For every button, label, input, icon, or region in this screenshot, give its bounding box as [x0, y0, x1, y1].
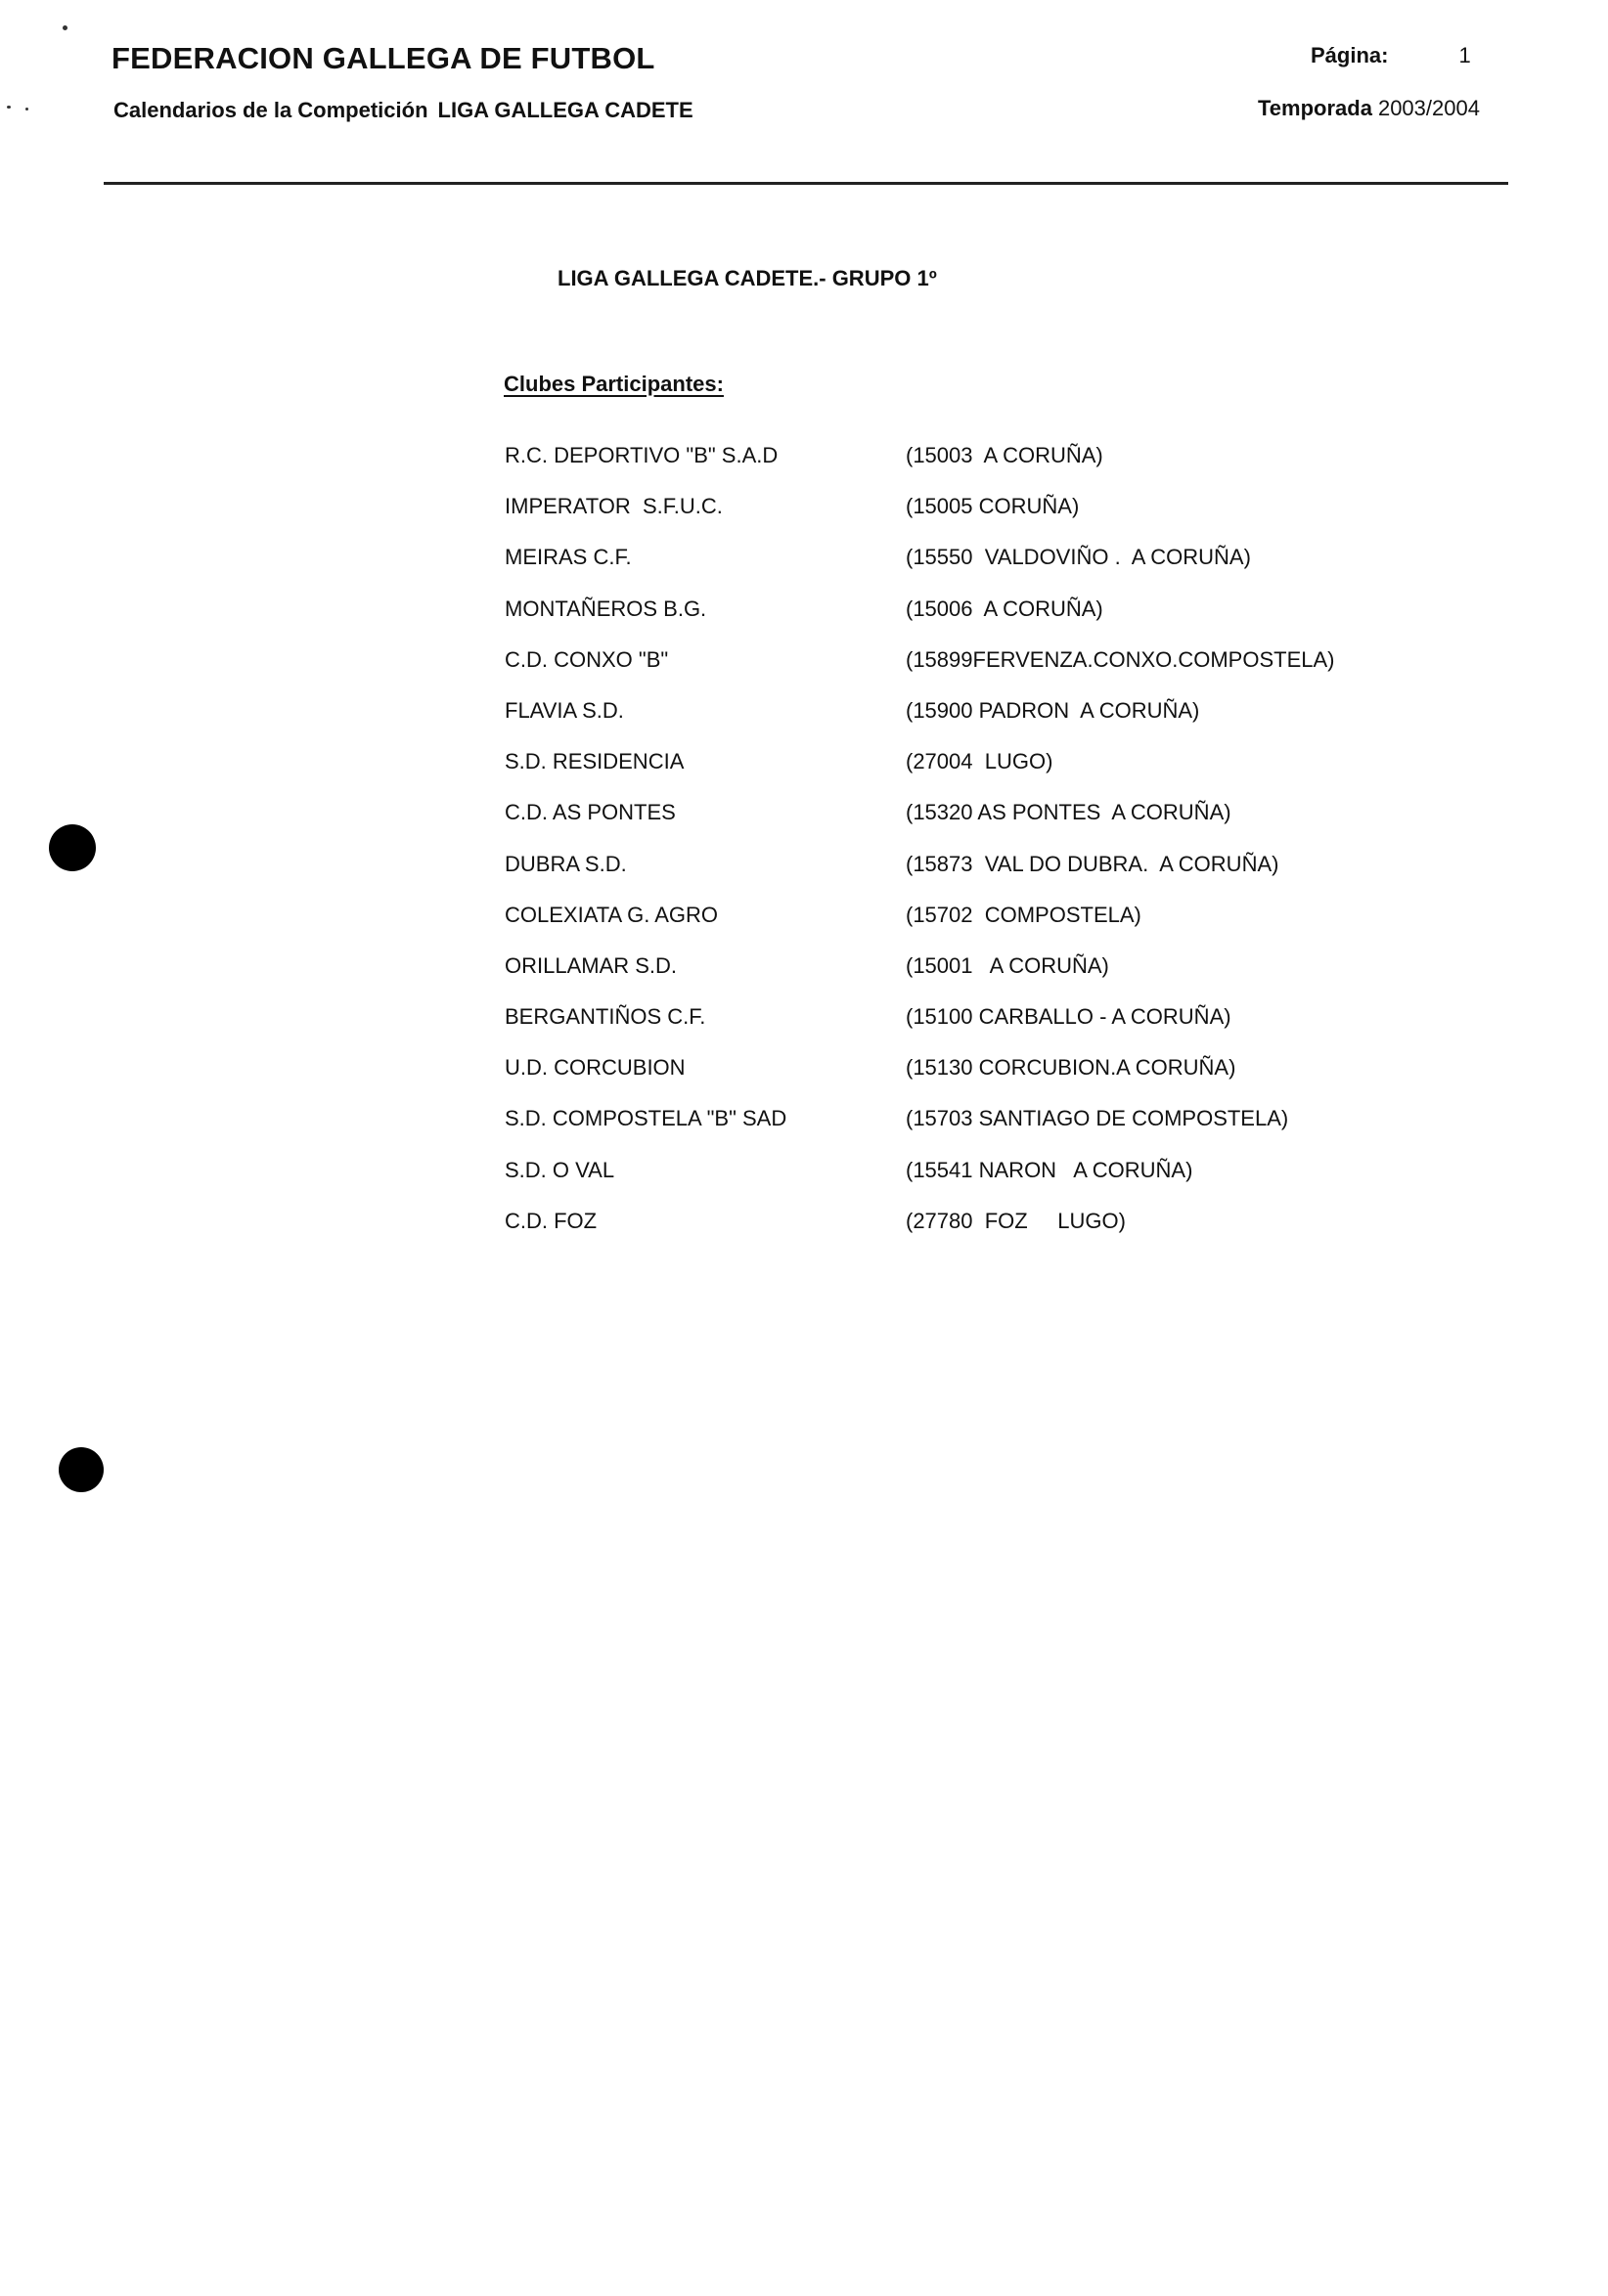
club-row	[505, 443, 1385, 494]
club-row	[505, 800, 1385, 851]
club-location: (27780 FOZ LUGO)	[906, 1208, 1126, 1233]
scan-speck	[7, 106, 11, 109]
club-location: (15006 A CORUÑA)	[906, 596, 1103, 621]
header-divider	[104, 182, 1508, 185]
club-name: ORILLAMAR S.D.	[505, 952, 678, 978]
page-number: 1	[1458, 43, 1471, 67]
club-row	[505, 852, 1385, 903]
club-location: (15001 A CORUÑA)	[906, 952, 1109, 978]
club-location: (15130 CORCUBION.A CORUÑA)	[906, 1055, 1236, 1081]
season-value: 2003/2004	[1377, 96, 1480, 120]
club-name: COLEXIATA G. AGRO	[505, 902, 719, 927]
club-name: C.D. FOZ	[505, 1208, 598, 1233]
club-row	[505, 953, 1385, 1004]
club-name: FLAVIA S.D.	[505, 697, 624, 723]
club-location: (15550 VALDOVIÑO . A CORUÑA)	[906, 545, 1251, 570]
club-row	[505, 1209, 1385, 1259]
club-location: (15873 VAL DO DUBRA. A CORUÑA)	[906, 851, 1279, 876]
club-name: DUBRA S.D.	[505, 851, 627, 876]
club-name: S.D. COMPOSTELA "B" SAD	[505, 1106, 787, 1131]
scan-speck	[63, 25, 67, 30]
club-name: C.D. AS PONTES	[505, 800, 676, 825]
club-name: C.D. CONXO "B"	[505, 646, 669, 672]
club-name: IMPERATOR S.F.U.C.	[505, 494, 723, 519]
club-row	[505, 1106, 1385, 1157]
federation-title: FEDERACION GALLEGA DE FUTBOL	[112, 41, 655, 75]
club-name: S.D. O VAL	[505, 1157, 615, 1182]
club-name: MEIRAS C.F.	[505, 545, 632, 570]
club-location: (15003 A CORUÑA)	[906, 443, 1103, 467]
club-row	[505, 698, 1385, 749]
competition-subtitle	[113, 98, 693, 123]
club-row	[505, 545, 1385, 596]
club-location: (15100 CARBALLO - A CORUÑA)	[906, 1004, 1231, 1030]
clubs-heading: Clubes Participantes:	[504, 372, 724, 396]
page-label: Página:	[1311, 43, 1389, 67]
club-location: (15702 COMPOSTELA)	[906, 902, 1141, 927]
club-location: (15005 CORUÑA)	[906, 494, 1080, 519]
club-row	[505, 1158, 1385, 1209]
club-row	[505, 647, 1385, 698]
punch-hole	[49, 824, 96, 871]
page-indicator	[1311, 43, 1471, 68]
club-location: (15320 AS PONTES A CORUÑA)	[906, 800, 1231, 825]
competition-name: LIGA GALLEGA CADETE	[437, 98, 693, 122]
club-location: (15541 NARON A CORUÑA)	[906, 1157, 1193, 1182]
season-label: Temporada	[1258, 96, 1372, 120]
club-name: U.D. CORCUBION	[505, 1055, 686, 1081]
club-name: R.C. DEPORTIVO "B" S.A.D	[505, 443, 779, 467]
club-name: MONTAÑEROS B.G.	[505, 596, 707, 621]
club-location: (15900 PADRON A CORUÑA)	[906, 697, 1200, 723]
club-row	[505, 494, 1385, 545]
club-row	[505, 903, 1385, 953]
club-name: S.D. RESIDENCIA	[505, 749, 685, 774]
club-row	[505, 596, 1385, 647]
group-title: LIGA GALLEGA CADETE.- GRUPO 1º	[558, 266, 937, 290]
club-name: BERGANTIÑOS C.F.	[505, 1004, 706, 1030]
club-location: (15899FERVENZA.CONXO.COMPOSTELA)	[906, 646, 1335, 672]
club-location: (15703 SANTIAGO DE COMPOSTELA)	[906, 1106, 1289, 1131]
club-list	[505, 443, 1385, 1259]
club-row	[505, 1004, 1385, 1055]
club-row	[505, 749, 1385, 800]
club-row	[505, 1055, 1385, 1106]
scan-speck	[25, 108, 28, 110]
subtitle-prefix: Calendarios de la Competición	[113, 98, 428, 122]
season-indicator	[1258, 96, 1480, 121]
punch-hole	[59, 1447, 104, 1492]
club-location: (27004 LUGO)	[906, 749, 1053, 774]
